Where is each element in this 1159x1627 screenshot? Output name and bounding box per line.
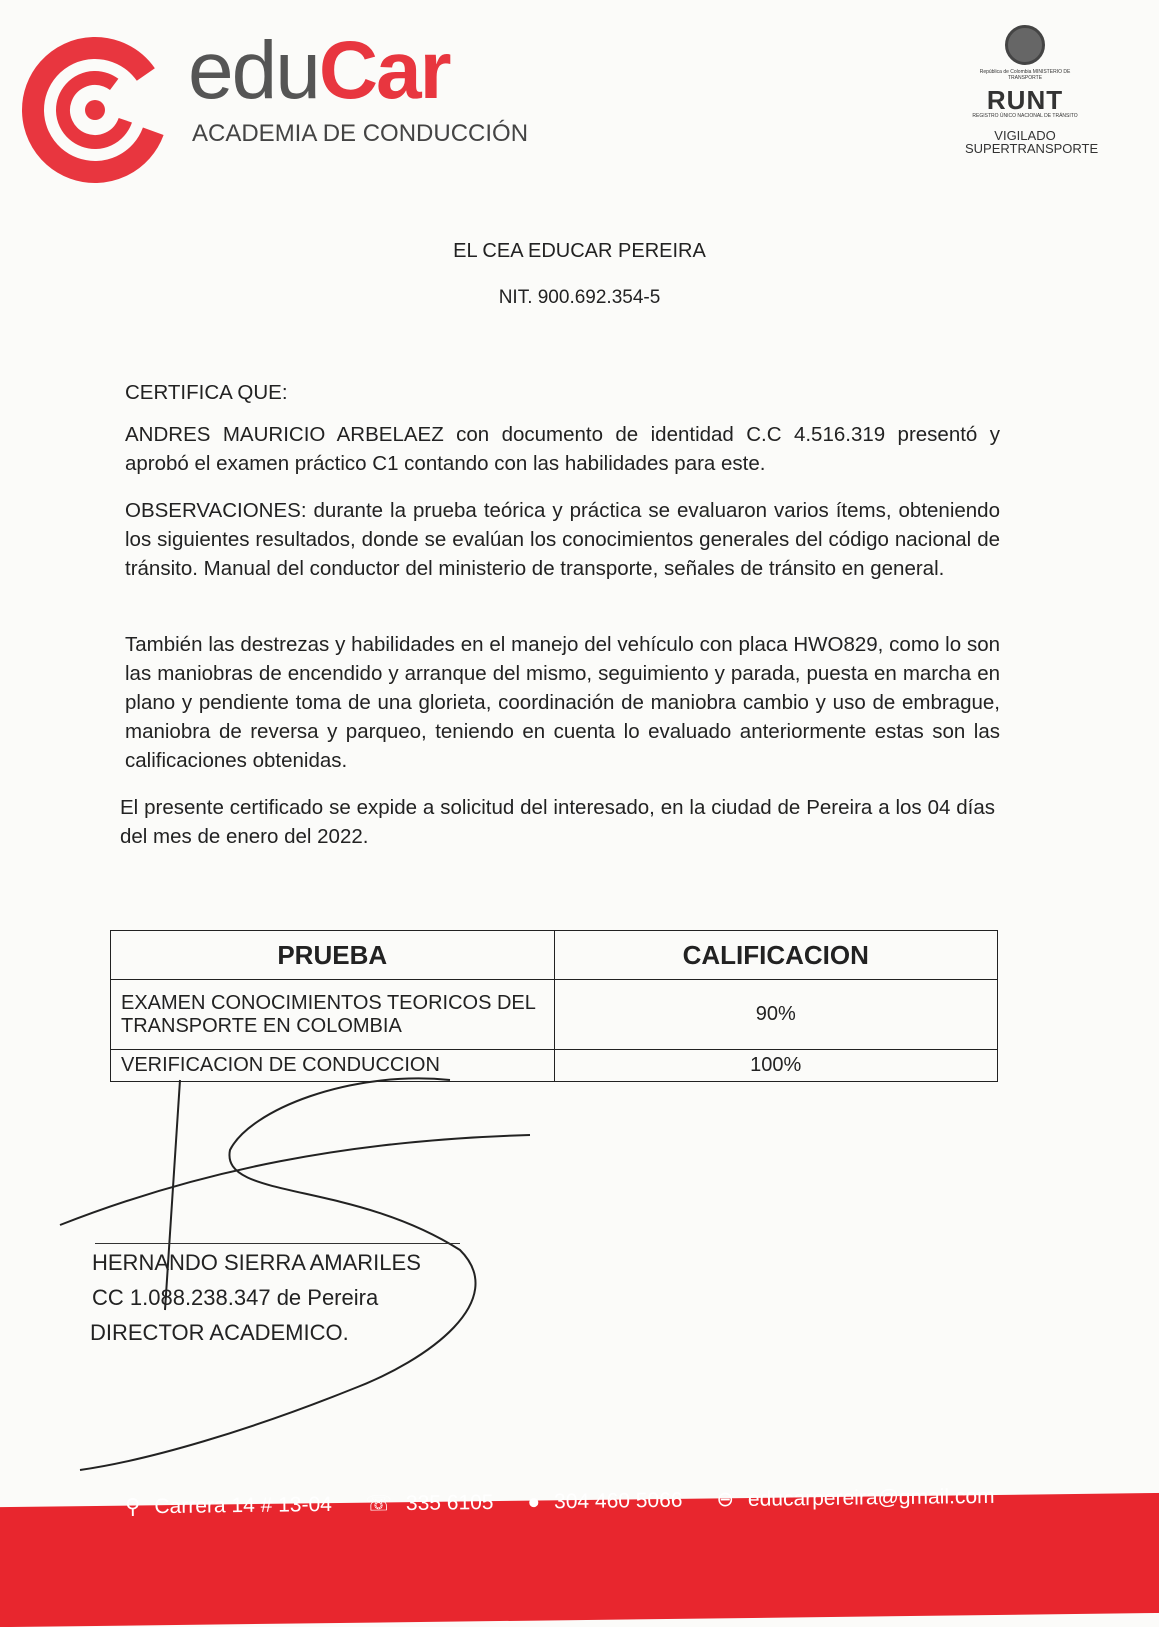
- educar-logo-icon: [20, 35, 180, 185]
- phone-text: 335 6105: [405, 1490, 494, 1516]
- whatsapp-icon: ●: [527, 1490, 541, 1514]
- signatory-role: DIRECTOR ACADEMICO.: [90, 1320, 349, 1345]
- phone-icon: ☏: [365, 1492, 393, 1516]
- mobile-text: 304 460 5066: [553, 1488, 683, 1514]
- address: [125, 1493, 346, 1519]
- signature-line: [95, 1243, 460, 1244]
- table-header-row: [111, 931, 998, 980]
- brand-name: [188, 25, 450, 116]
- runt-subtitle: REGISTRO ÚNICO NACIONAL DE TRÁNSITO: [972, 113, 1078, 119]
- government-logos: [965, 25, 1099, 156]
- document-title: EL CEA EDUCAR PEREIRA: [453, 240, 706, 262]
- table-row: [111, 980, 998, 1050]
- email-text: educarpereira@gmail.com: [747, 1484, 995, 1511]
- results-table: [110, 930, 998, 1082]
- vigilado-logo: VIGILADO SUPERTRANSPORTE: [965, 128, 1099, 156]
- test-score: 100%: [554, 1050, 998, 1082]
- certifica-heading: CERTIFICA QUE:: [125, 381, 288, 404]
- signatory-id: CC 1.088.238.347 de Pereira: [92, 1285, 379, 1310]
- test-name: VERIFICACION DE CONDUCCION: [111, 1050, 555, 1082]
- location-pin-icon: ⚲: [124, 1495, 141, 1519]
- email: [716, 1485, 1008, 1512]
- signatory-name: HERNANDO SIERRA AMARILES: [92, 1250, 421, 1275]
- ministry-seal-icon: [1005, 25, 1045, 65]
- nit: NIT. 900.692.354-5: [498, 287, 661, 308]
- runt-logo: RUNT: [986, 85, 1064, 115]
- test-score: 90%: [554, 980, 998, 1050]
- phone: [366, 1491, 508, 1516]
- header-calificacion: CALIFICACION: [554, 931, 998, 980]
- paragraph-issuance: El presente certificado se expide a solicitud del interesado, en la ciudad de Pereira a los 04 días del mes de enero del 2022.: [120, 796, 995, 848]
- address-text: Carrera 14 # 13-04: [154, 1492, 332, 1519]
- paragraph-skills: También las destrezas y habilidades en el manejo del vehículo con placa HWO829, como lo son las maniobras de encendido y arranque del mismo, seguimiento y parada, puesta en marcha en plano y pendiente toma de una glorieta, coordinación de maniobra cambio y uso de embrague, maniobra de reversa y parqueo, teniendo en cuenta lo evaluado anteriormente estas son las calificaciones obtenidas.: [125, 633, 1000, 772]
- brand-subtitle: ACADEMIA DE CONDUCCIÓN: [192, 120, 529, 147]
- mobile: [527, 1489, 696, 1514]
- brand-car: Car: [318, 25, 450, 116]
- header-prueba: PRUEBA: [111, 931, 555, 980]
- paragraph-student: ANDRES MAURICIO ARBELAEZ con documento de identidad C.C 4.516.319 presentó y aprobó el examen práctico C1 contando con las habilidades para este.: [125, 423, 1000, 475]
- ministry-text: República de Colombia MINISTERIO DE TRANSPORTE: [979, 69, 1071, 81]
- signature-icon: [50, 1070, 570, 1490]
- email-icon: ⊖: [716, 1488, 735, 1512]
- paragraph-observations: OBSERVACIONES: durante la prueba teórica y práctica se evaluaron varios ítems, obteniendo los siguientes resultados, donde se evalúan los conocimientos generales del código nacional de tránsito. Manual del conductor del ministerio de transporte, señales de tránsito en general.: [125, 499, 1000, 580]
- brand-edu: edu: [188, 25, 319, 116]
- test-name: EXAMEN CONOCIMIENTOS TEORICOS DEL TRANSPORTE EN COLOMBIA: [111, 980, 555, 1050]
